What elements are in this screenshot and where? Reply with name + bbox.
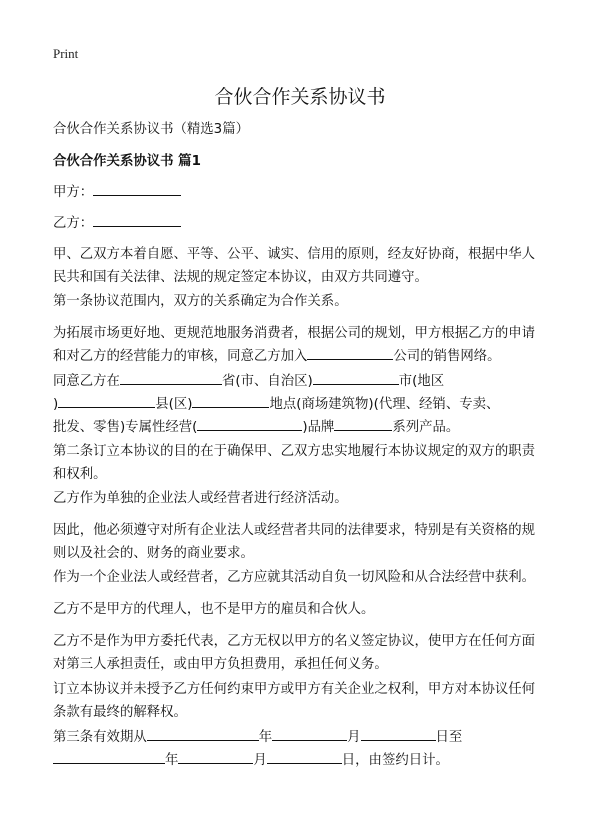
party-a-line <box>53 181 547 204</box>
term-month-1: 月 <box>347 730 361 745</box>
not-agent-paragraph: 乙方不是甲方的代理人，也不是甲方的雇员和合伙人。 <box>53 602 375 617</box>
article-2-paragraph: 第二条订立本协议的目的在于确保甲、乙双方忠实地履行本协议规定的双方的职责和权利。 <box>53 444 536 482</box>
agree-text-2c: 地点(商场建筑物)(代理、经销、专卖、 <box>269 397 500 412</box>
term-year-1: 年 <box>258 730 273 745</box>
agree-text-1c: 市(地区 <box>398 374 445 389</box>
agree-line-2 <box>53 393 547 416</box>
not-representative-paragraph: 乙方不是作为甲方委托代表，乙方无权以甲方的名义签定协议，使甲方在任何方面对第三人承担责任，或由甲方负担费用，承担任何义务。 <box>53 634 536 672</box>
term-text-start: 第三条有效期从 <box>53 730 147 745</box>
brand-blank <box>334 416 392 431</box>
agree-text-3b: )品牌 <box>302 420 335 435</box>
print-link[interactable]: Print <box>53 46 79 61</box>
start-year-blank <box>147 726 259 741</box>
comply-paragraph: 因此，他必须遵守对所有企业法人或经营者共同的法律要求，特别是有关资格的规则以及社会的、财务的商业要求。 <box>53 523 536 561</box>
document-subtitle: 合伙合作关系协议书（精选3篇） <box>53 122 249 137</box>
expand-text-2: 公司的销售网络。 <box>393 349 501 364</box>
start-month-blank <box>272 726 347 741</box>
term-month-2: 月 <box>253 753 267 768</box>
city-blank <box>313 370 399 385</box>
term-day-to: 日至 <box>435 730 463 745</box>
intro-paragraph: 甲、乙双方本着自愿、平等、公平、诚实、信用的原则，经友好协商，根据中华人民共和国有关法律、法规的规定签定本协议，由双方共同遵守。 <box>53 247 536 285</box>
agree-line-1 <box>53 370 547 393</box>
expand-text-1: 为拓展市场更好地、更规范地服务消费者，根据公司的规划，甲方根据乙方的申请和对乙方的经营能力的审核，同意乙方加入 <box>53 326 536 364</box>
document-title: 合伙合作关系协议书 <box>214 86 386 108</box>
exclusive-blank <box>197 416 302 431</box>
agree-text-1b: 省(市、自治区) <box>221 374 313 389</box>
term-end-text: 日，由签约日计。 <box>341 753 449 768</box>
agree-text-3c: 系列产品。 <box>392 420 460 435</box>
agree-line-3 <box>53 416 547 439</box>
independent-paragraph: 乙方作为单独的企业法人或经营者进行经济活动。 <box>53 491 348 506</box>
party-a-blank <box>93 181 181 196</box>
term-line-1 <box>53 726 547 749</box>
party-b-line <box>53 212 547 235</box>
expand-paragraph <box>53 322 547 368</box>
end-year-blank <box>53 749 165 764</box>
section-title: 合伙合作关系协议书 篇1 <box>53 154 201 169</box>
party-b-blank <box>93 212 181 227</box>
article-1-paragraph: 第一条协议范围内，双方的关系确定为合作关系。 <box>53 294 348 309</box>
agree-text-2b: 县(区) <box>155 397 193 412</box>
end-day-blank <box>267 749 342 764</box>
no-grant-paragraph: 订立本协议并未授予乙方任何约束甲方或甲方有关企业之权利，甲方对本协议任何条款有最终的解释权。 <box>53 682 536 720</box>
term-line-2 <box>53 749 547 772</box>
start-day-blank <box>361 726 436 741</box>
province-blank <box>120 370 222 385</box>
company-blank <box>307 345 393 360</box>
county-blank <box>58 393 155 408</box>
end-month-blank <box>178 749 253 764</box>
location-blank <box>192 393 269 408</box>
agree-text-3a: 批发、零售)专属性经营( <box>53 420 198 435</box>
risk-paragraph: 作为一个企业法人或经营者，乙方应就其活动自负一切风险和从合法经营中获利。 <box>53 570 536 585</box>
party-a-label: 甲方： <box>53 185 94 200</box>
term-year-2: 年 <box>165 753 179 768</box>
agree-text-2a: ) <box>53 397 59 412</box>
party-b-label: 乙方： <box>53 216 94 231</box>
agree-text-1a: 同意乙方在 <box>53 374 120 389</box>
